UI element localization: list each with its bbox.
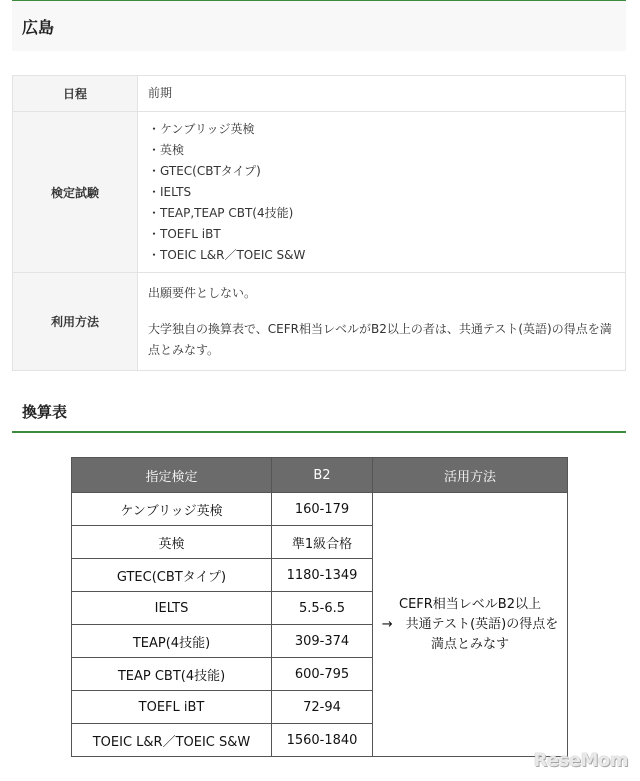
list-item: ・GTEC(CBTタイプ) (148, 163, 261, 178)
exam-list (148, 119, 615, 266)
list-item: ・TOEIC L&R／TOEIC S&W (148, 247, 306, 262)
resemom-logo: ReseMom (533, 750, 628, 771)
exam-cell: TOEFL iBT (72, 691, 272, 724)
usage-paragraph: 出願要件としない。 (148, 285, 257, 300)
column-header: B2 (272, 458, 373, 493)
info-row-exams (13, 112, 626, 273)
list-item: ・IELTS (148, 184, 192, 199)
exam-cell: 英検 (72, 526, 272, 559)
info-value (138, 273, 626, 371)
list-item: ・英検 (148, 142, 185, 157)
usage-line: 満点とみなす (430, 636, 509, 652)
info-row-usage (13, 273, 626, 371)
usage-line: → 共通テスト(英語)の得点を (381, 616, 559, 632)
b2-cell: 309-374 (272, 625, 373, 658)
exam-cell: IELTS (72, 592, 272, 625)
b2-cell: 準1級合格 (272, 526, 373, 559)
b2-cell: 5.5-6.5 (272, 592, 373, 625)
info-row-schedule (13, 76, 626, 112)
column-header: 活用方法 (373, 458, 568, 493)
b2-cell: 1560-1840 (272, 724, 373, 757)
info-value (138, 112, 626, 273)
column-header: 指定検定 (72, 458, 272, 493)
list-item: ・TOEFL iBT (148, 226, 221, 241)
exam-cell: GTEC(CBTタイプ) (72, 559, 272, 592)
conversion-heading (12, 395, 626, 433)
conversion-table (71, 457, 568, 757)
table-row (72, 493, 568, 526)
table-header-row (72, 458, 568, 493)
exam-cell: TOEIC L&R／TOEIC S&W (72, 724, 272, 757)
conversion-title: 換算表 (22, 403, 68, 421)
usage-paragraph: 大学独自の換算表で、CEFR相当レベルがB2以上の者は、共通テスト(英語)の得点を満点とみなす。 (148, 321, 612, 357)
b2-cell: 160-179 (272, 493, 373, 526)
usage-line: CEFR相当レベルB2以上 (399, 596, 541, 612)
list-item: ・ケンブリッジ英検 (148, 121, 255, 136)
info-label: 日程 (13, 76, 138, 112)
info-label: 利用方法 (13, 273, 138, 371)
page-title: 広島 (22, 18, 55, 37)
exam-cell: TEAP(4技能) (72, 625, 272, 658)
info-value: 前期 (138, 76, 626, 112)
b2-cell: 600-795 (272, 658, 373, 691)
info-label: 検定試験 (13, 112, 138, 273)
list-item: ・TEAP,TEAP CBT(4技能) (148, 205, 294, 220)
b2-cell: 1180-1349 (272, 559, 373, 592)
b2-cell: 72-94 (272, 691, 373, 724)
exam-cell: ケンブリッジ英検 (72, 493, 272, 526)
section-header (12, 0, 626, 51)
usage-cell (373, 493, 568, 757)
info-table (12, 75, 626, 371)
exam-cell: TEAP CBT(4技能) (72, 658, 272, 691)
